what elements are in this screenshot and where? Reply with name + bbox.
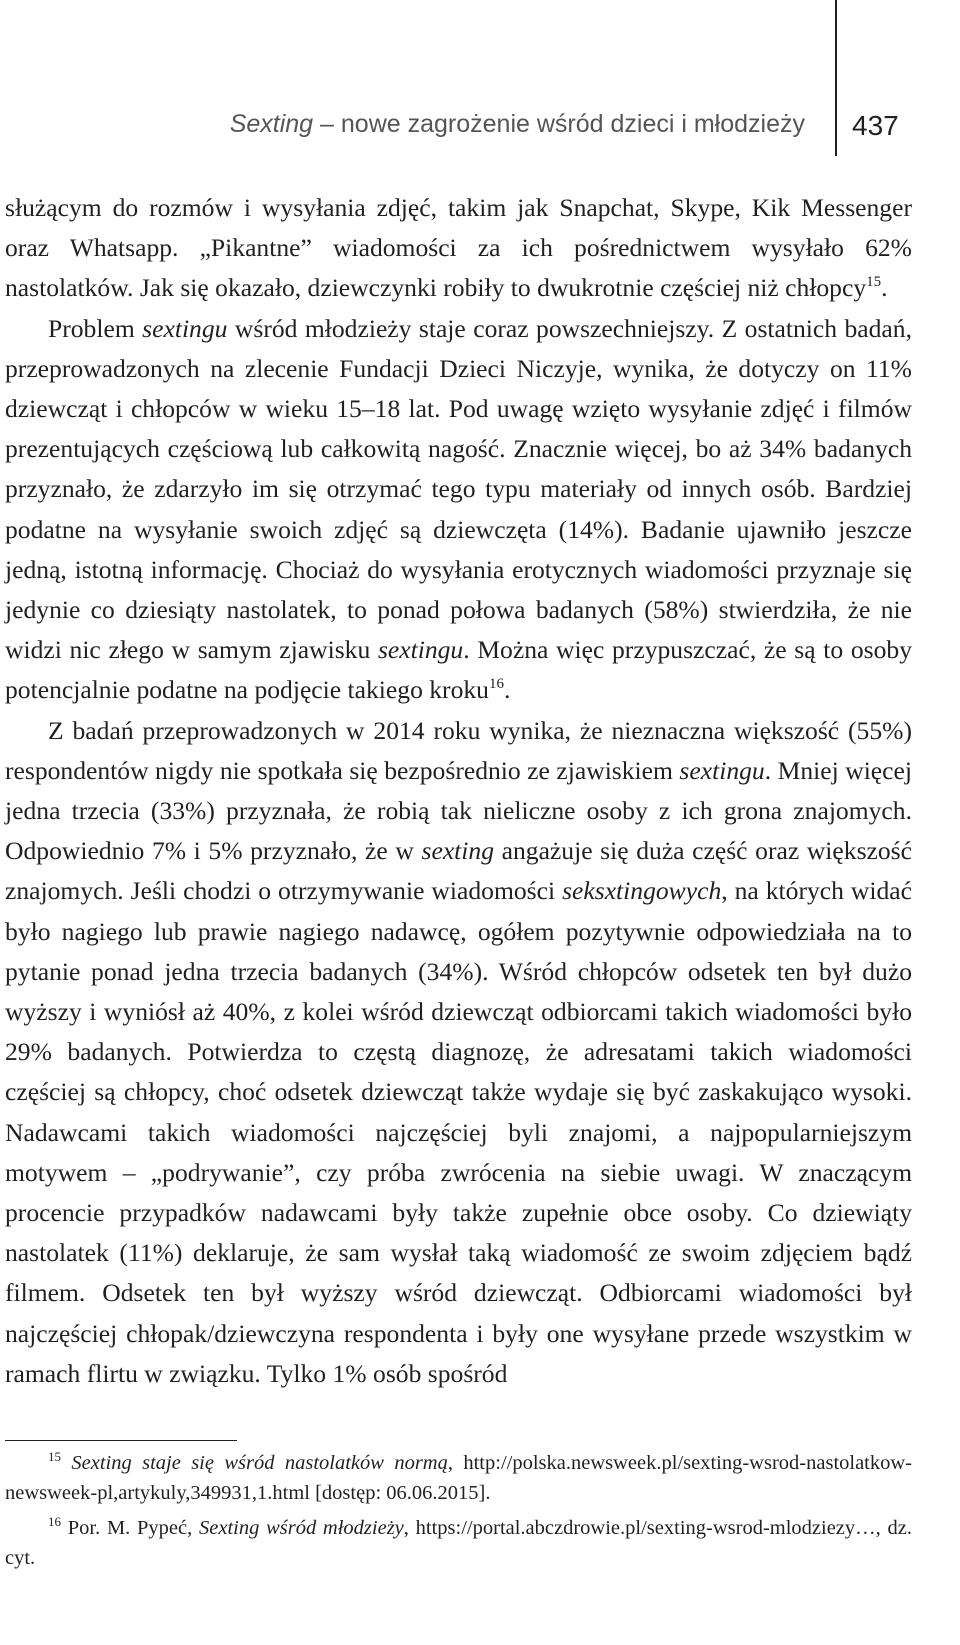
paragraph-3 [5, 711, 912, 1394]
header-vertical-rule [835, 0, 837, 156]
running-head-italic: Sexting [229, 110, 314, 138]
paragraph-3-italic: sextingu [679, 755, 765, 785]
paragraph-2-end: . [503, 675, 511, 705]
footnote-text: , https://portal.abczdrowie.pl/sexting-wsrod-mlodziezy…, dz. cyt. [5, 1517, 912, 1569]
footnote-16 [5, 1513, 912, 1573]
body-text [5, 188, 912, 1394]
paragraph-3-italic: seksxtingowych [562, 876, 722, 906]
paragraph-2-text: . Można więc przypuszczać, że są to osoby potencjalnie podatne na podjęcie takiego kroku [5, 635, 912, 705]
footnote-title: Sexting wśród młodzieży [199, 1517, 404, 1539]
running-head [0, 110, 805, 139]
paragraph-1-text: służącym do rozmów i wysyłania zdjęć, takim jak Snapchat, Skype, Kik Messenger oraz Whatsapp. „Pikantne” wiadomości za ich pośrednictwem wysyłało 62% nastolatków. Jak się okazało, dziewczynki robiły to dwukrotnie częściej niż chłopcy [5, 193, 912, 303]
footnote-number: 15 [48, 1449, 61, 1464]
paragraph-2-italic: sextingu [142, 313, 228, 343]
paragraph-3-text: , na których widać było nagiego lub prawie nagiego nadawcę, ogółem pozytywnie odpowiedziała na to pytanie ponad jedna trzecia badanych (34%). Wśród chłopców odsetek ten był dużo wyższy i wyniósł aż 40%, z kolei wśród dziewcząt odbiorcami takich wiadomości było 29% badanych. Potwierdza to częstą diagnozę, że adresatami takich wiadomości częściej są chłopcy, choć odsetek dziewcząt także wydaje się być zaskakująco wysoki. Nadawcami takich wiadomości najczęściej byli znajomi, a najpopularniejszym motywem – „podrywanie”, czy próba zwrócenia na siebie uwagi. W znaczącym procencie przypadków nadawcami były także zupełnie obce osoby. Co dziewiąty nastolatek (11%) deklaruje, że sam wysłał taką wiadomość ze swoim zdjęciem bądź filmem. Odsetek ten był wyższy wśród dziewcząt. Odbiorcami wiadomości był najczęściej chłopak/dziewczyna respondenta i były one wysyłane przede wszystkim w ramach flirtu w związku. Tylko 1% osób spośród [5, 876, 912, 1388]
footnote-text: , http://polska.newsweek.pl/sexting-wsrod-nastolatkow-newsweek-pl,artykuly,349931,1.html [dostęp: 06.06.2015]. [5, 1452, 913, 1504]
footnote-rule [5, 1440, 237, 1441]
page-number: 437 [852, 110, 899, 141]
running-head-text: – nowe zagrożenie wśród dzieci i młodzieży [313, 110, 805, 138]
footnote-ref-15: 15 [866, 274, 882, 291]
paragraph-2-text: Problem [48, 313, 143, 343]
paragraph-3-italic: sexting [421, 836, 494, 866]
paragraph-2-italic: sextingu [377, 635, 464, 665]
paragraph-1 [5, 188, 912, 309]
footnote-text: Por. M. Pypeć, [67, 1517, 199, 1539]
paragraph-3-text: angażuje się duża część oraz większość znajomych. Jeśli chodzi o otrzymywanie wiadomości [5, 836, 913, 906]
paragraph-1-end: . [881, 273, 888, 303]
footnote-title: Sexting staje się wśród nastolatków normą [71, 1452, 448, 1474]
footnotes [5, 1448, 912, 1578]
paragraph-2 [5, 309, 912, 711]
paragraph-2-text: wśród młodzieży staje coraz powszechniejszy. Z ostatnich badań, przeprowadzonych na zlecenie Fundacji Dzieci Niczyje, wynika, że dotyczy on 11% dziewcząt i chłopców w wieku 15–18 lat. Pod uwagę wzięto wysyłanie zdjęć i filmów prezentujących częściową lub całkowitą nagość. Znacznie więcej, bo aż 34% badanych przyznało, że zdarzyło im się otrzymać tego typu materiały od innych osób. Bardziej podatne na wysyłanie swoich zdjęć są dziewczęta (14%). Badanie ujawniło jeszcze jedną, istotną informację. Chociaż do wysyłania erotycznych wiadomości przyznaje się jedynie co dziesiąty nastolatek, to ponad połowa badanych (58%) stwierdziła, że nie widzi nic złego w samym zjawisku [5, 313, 912, 665]
paragraph-3-text: . Mniej więcej jedna trzecia (33%) przyznała, że robią tak nieliczne osoby z ich grona znajomych. Odpowiednio 7% i 5% przyznało, że w [5, 755, 912, 866]
footnote-ref-16: 16 [488, 676, 504, 693]
footnote-number: 16 [48, 1514, 61, 1529]
footnote-15 [5, 1448, 912, 1508]
paragraph-3-text: Z badań przeprowadzonych w 2014 roku wynika, że nieznaczna większość (55%) respondentów nigdy nie spotkała się bezpośrednio ze zjawiskiem [5, 715, 912, 785]
